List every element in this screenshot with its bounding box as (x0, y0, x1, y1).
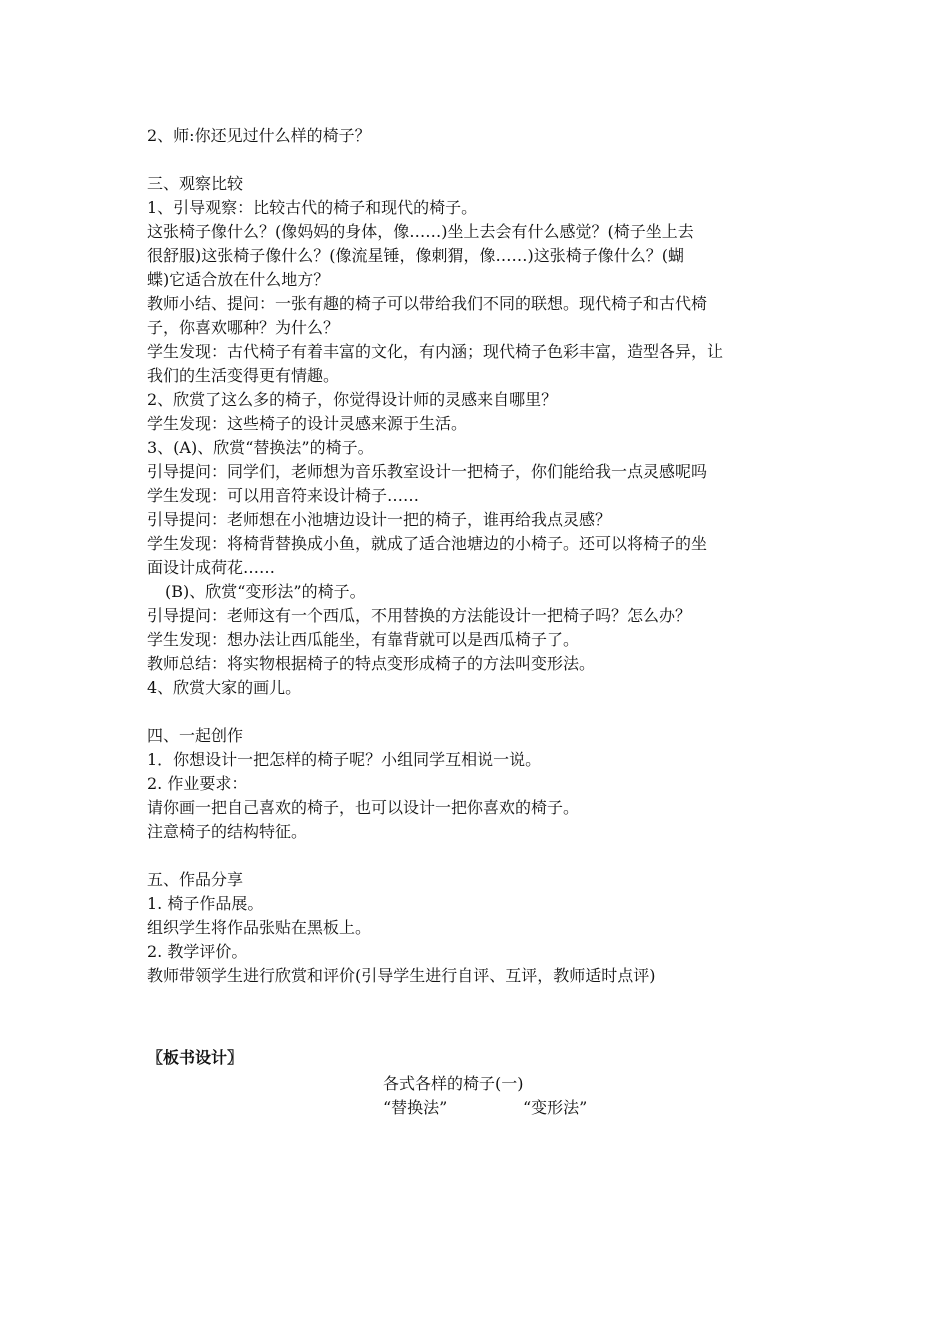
section-heading: 四、一起创作 (147, 726, 244, 745)
text-line: 教师总结：将实物根据椅子的特点变形成椅子的方法叫变形法。 (147, 654, 596, 673)
board-method-deform: “变形法” (523, 1098, 588, 1117)
text-line: 1. 椅子作品展。 (147, 894, 264, 913)
board-method-replace: “替换法” (383, 1098, 448, 1117)
text-line: 引导提问：老师想在小池塘边设计一把的椅子，谁再给我点灵感？ (147, 510, 612, 529)
text-line: 很舒服)这张椅子像什么？(像流星锤，像刺猬，像……)这张椅子像什么？(蝴 (147, 246, 684, 265)
text-line: 我们的生活变得更有情趣。 (147, 366, 340, 385)
text-line: 引导提问：同学们，老师想为音乐教室设计一把椅子，你们能给我一点灵感呢吗 (147, 462, 708, 481)
text-line: 4、欣赏大家的画儿。 (147, 678, 302, 697)
text-line: 请你画一把自己喜欢的椅子，也可以设计一把你喜欢的椅子。 (147, 798, 580, 817)
text-line: 学生发现：可以用音符来设计椅子…… (147, 486, 420, 505)
text-line: 注意椅子的结构特征。 (147, 822, 308, 841)
text-line: 学生发现：将椅背替换成小鱼，就成了适合池塘边的小椅子。还可以将椅子的坐 (147, 534, 708, 553)
text-line: 2. 教学评价。 (147, 942, 248, 961)
text-line: 2. 作业要求： (147, 774, 248, 793)
text-line: 1．你想设计一把怎样的椅子呢？小组同学互相说一说。 (147, 750, 542, 769)
blank-line (147, 700, 817, 724)
text-line: 蝶)它适合放在什么地方？ (147, 270, 330, 289)
text-line: 这张椅子像什么？(像妈妈的身体，像……)坐上去会有什么感觉？(椅子坐上去 (147, 222, 694, 241)
text-line: 教师小结、提问：一张有趣的椅子可以带给我们不同的联想。现代椅子和古代椅 (147, 294, 708, 313)
text-line: 1、引导观察：比较古代的椅子和现代的椅子。 (147, 198, 478, 217)
text-line: 2、师:你还见过什么样的椅子？ (147, 126, 371, 145)
section-heading: 三、观察比较 (147, 174, 244, 193)
text-line: 2、欣赏了这么多的椅子，你觉得设计师的灵感来自哪里？ (147, 390, 558, 409)
board-design-heading: 〖板书设计〗 (147, 1048, 244, 1067)
text-line: 子，你喜欢哪种？为什么？ (147, 318, 340, 337)
text-line: 面设计成荷花…… (147, 558, 276, 577)
text-line: 教师带领学生进行欣赏和评价(引导学生进行自评、互评，教师适时点评) (147, 966, 656, 985)
text-line: 引导提问：老师这有一个西瓜，不用替换的方法能设计一把椅子吗？怎么办？ (147, 606, 692, 625)
blank-line (147, 844, 817, 868)
board-title: 各式各样的椅子(一) (383, 1074, 524, 1093)
text-line: 学生发现：这些椅子的设计灵感来源于生活。 (147, 414, 468, 433)
section-heading: 五、作品分享 (147, 870, 244, 889)
text-line: 3、(A)、欣赏“替换法”的椅子。 (147, 438, 374, 457)
text-line: 学生发现：古代椅子有着丰富的文化，有内涵；现代椅子色彩丰富，造型各异，让 (147, 342, 724, 361)
blank-line (147, 148, 817, 172)
text-line: 组织学生将作品张贴在黑板上。 (147, 918, 372, 937)
text-line: 学生发现：想办法让西瓜能坐，有靠背就可以是西瓜椅子了。 (147, 630, 580, 649)
document-body (147, 124, 817, 988)
text-line: (B)、欣赏“变形法”的椅子。 (165, 582, 366, 601)
